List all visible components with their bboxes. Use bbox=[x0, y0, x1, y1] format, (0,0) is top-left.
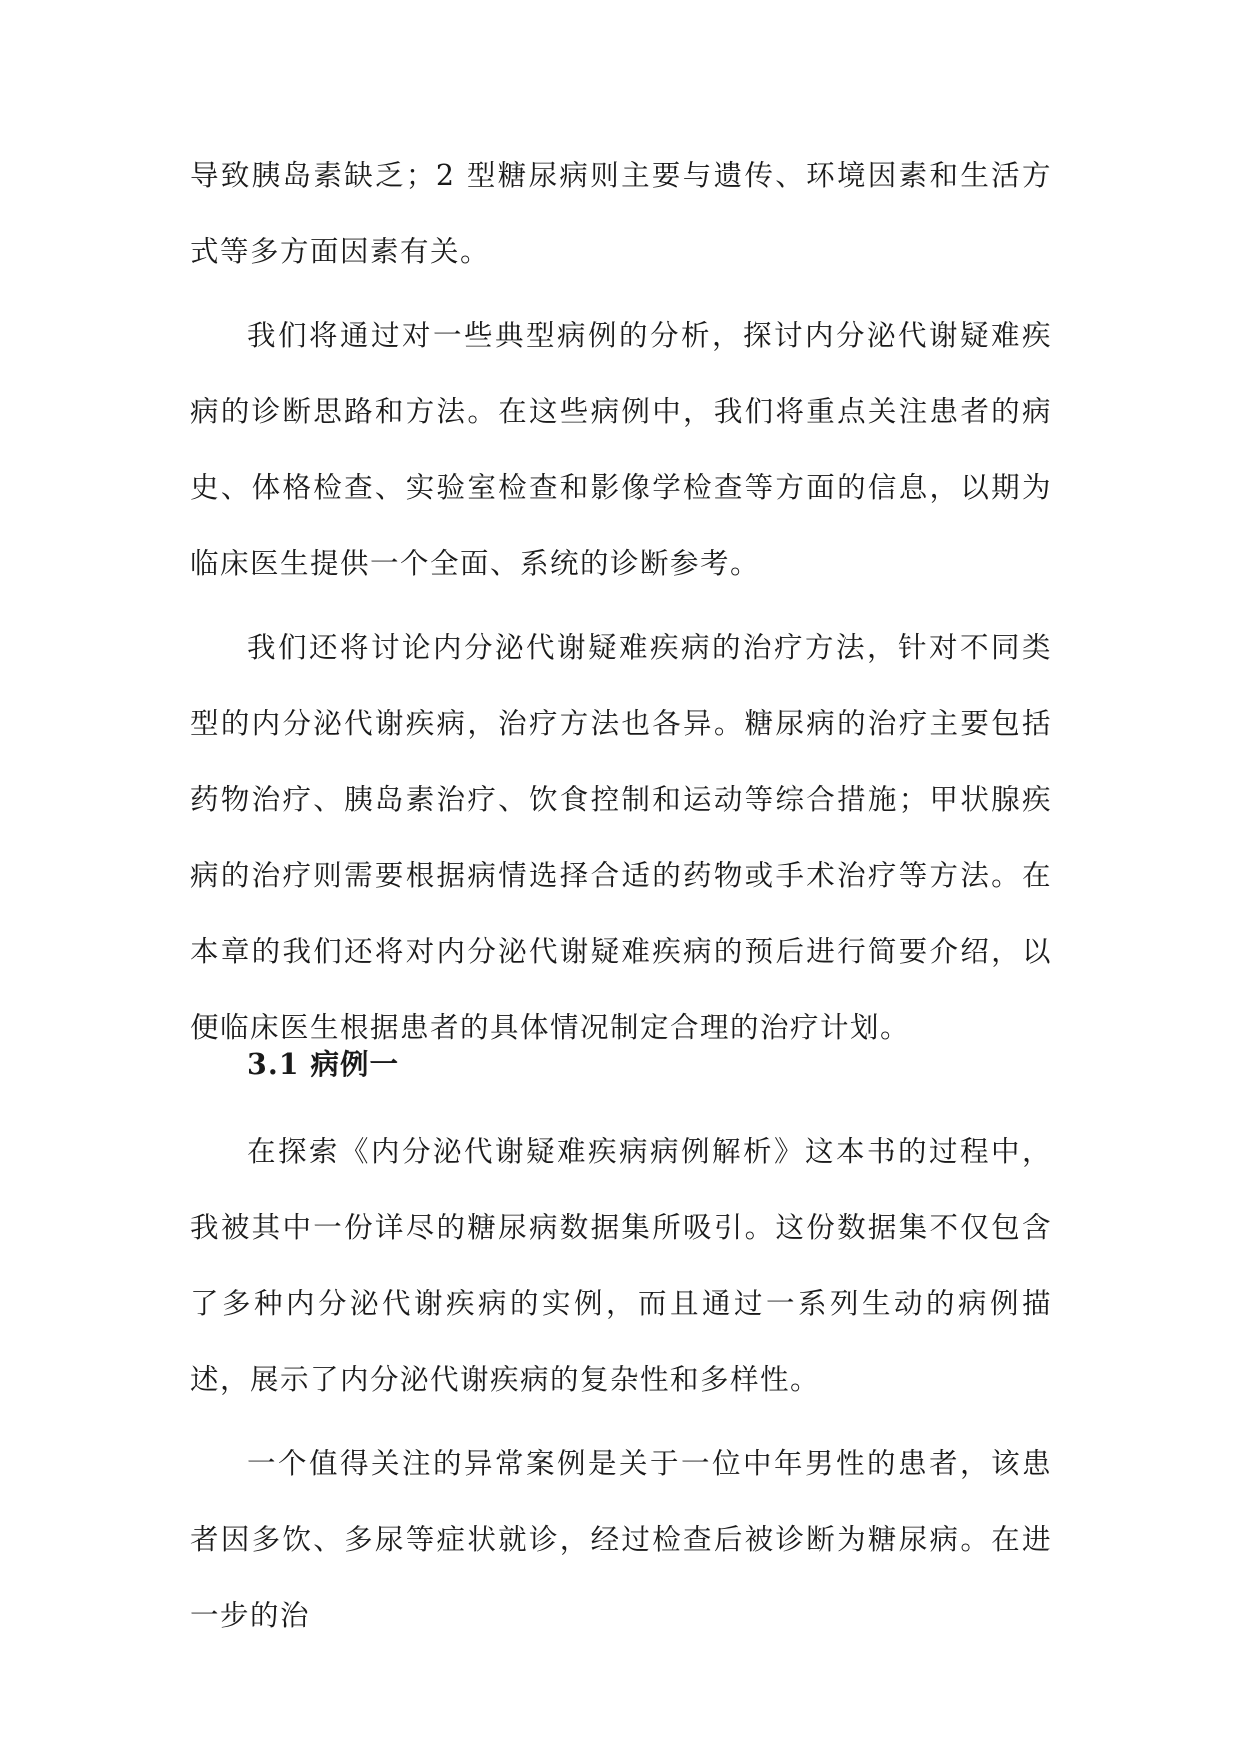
paragraph-diagnosis: 我们将通过对一些典型病例的分析，探讨内分泌代谢疑难疾病的诊断思路和方法。在这些病例中，我们将重点关注患者的病史、体格检查、实验室检查和影像学检查等方面的信息，以期为临床医生提供一个全面、系统的诊断参考。 bbox=[190, 319, 1052, 580]
paragraph-dataset: 在探索《内分泌代谢疑难疾病病例解析》这本书的过程中，我被其中一份详尽的糖尿病数据集所吸引。这份数据集不仅包含了多种内分泌代谢疾病的实例，而且通过一系列生动的病例描述，展示了内分泌代谢疾病的复杂性和多样性。 bbox=[190, 1135, 1052, 1396]
paragraph-treatment: 我们还将讨论内分泌代谢疑难疾病的治疗方法，针对不同类型的内分泌代谢疾病，治疗方法也各异。糖尿病的治疗主要包括药物治疗、胰岛素治疗、饮食控制和运动等综合措施；甲状腺疾病的治疗则需要根据病情选择合适的药物或手术治疗等方法。在本章的我们还将对内分泌代谢疑难疾病的预后进行简要介绍，以便临床医生根据患者的具体情况制定合理的治疗计划。 bbox=[190, 631, 1052, 1044]
section-heading: 3.1 病例一 bbox=[247, 1047, 400, 1081]
paragraph-case: 一个值得关注的异常案例是关于一位中年男性的患者，该患者因多饮、多尿等症状就诊，经过检查后被诊断为糖尿病。在进一步的治 bbox=[190, 1447, 1052, 1632]
body-text-top bbox=[190, 138, 1052, 1066]
body-text-bottom bbox=[190, 1114, 1052, 1654]
paragraph-continuation: 导致胰岛素缺乏；2 型糖尿病则主要与遗传、环境因素和生活方式等多方面因素有关。 bbox=[190, 159, 1052, 268]
